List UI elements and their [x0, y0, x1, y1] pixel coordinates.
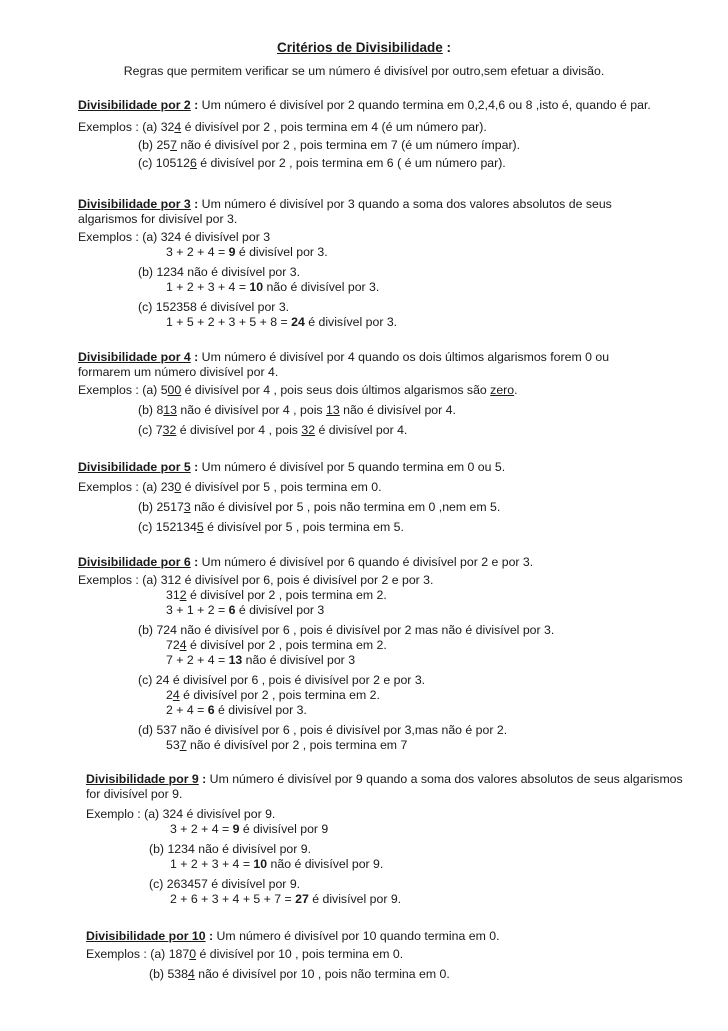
underlined-word: zero: [490, 383, 515, 397]
example-tag: (c): [138, 156, 153, 170]
heading-colon: :: [190, 98, 199, 112]
examples-label: Exemplos :: [78, 480, 139, 494]
digit-sum: 3 + 1 + 2 =: [166, 603, 229, 617]
section-heading: Divisibilidade por 10: [86, 929, 206, 943]
digit-sum: 3 + 2 + 4 =: [170, 822, 233, 836]
example-c: [78, 520, 718, 535]
examples-label: Exemplos :: [78, 383, 139, 397]
example-b: [78, 500, 718, 515]
example-text: não é divisível por 2 , pois termina em 7 (é um número ímpar).: [176, 138, 521, 152]
section-div-4: [78, 350, 718, 438]
example-b-parity: [78, 638, 718, 653]
section-heading: Divisibilidade por 4: [78, 350, 191, 364]
example-tag: (c): [138, 423, 153, 437]
example-tag: (b): [138, 138, 154, 152]
digit-sum: 1 + 5 + 2 + 3 + 5 + 8 =: [166, 315, 292, 329]
example-a: [86, 807, 726, 822]
example-tag: (b): [138, 265, 154, 279]
sum-result: 24: [291, 315, 305, 329]
digit-sum: 2 + 6 + 3 + 4 + 5 + 7 =: [170, 892, 296, 906]
example-tag: (b): [138, 403, 154, 417]
underlined-digits: 13: [163, 403, 177, 417]
digit-sum: 1 + 2 + 3 + 4 =: [170, 857, 254, 871]
number-part: 25: [156, 138, 171, 152]
number-part: 32: [160, 120, 175, 134]
example-text: não é divisível por 5 , pois não termina em 0 ,nem em 5.: [190, 500, 501, 514]
example-b: [86, 967, 726, 982]
number-part: 2: [166, 688, 173, 702]
underlined-digits: 32: [162, 423, 177, 437]
heading-colon: :: [198, 772, 207, 786]
example-end: é divisível por 4.: [315, 423, 408, 437]
example-text: não é divisível por 2 , pois termina em 7: [186, 738, 408, 752]
example-text: é divisível por 3.: [304, 315, 398, 329]
example-tag: (a): [144, 807, 160, 821]
examples-label: Exemplos :: [86, 947, 147, 961]
heading-colon: :: [190, 350, 199, 364]
example-c: [86, 877, 726, 892]
rule-line: [78, 197, 638, 227]
example-text: não é divisível por 9.: [267, 857, 384, 871]
example-tag: (a): [142, 383, 158, 397]
example-tag: (c): [138, 300, 153, 314]
sum-result: 10: [253, 857, 268, 871]
rule-text: Um número é divisível por 2 quando termina em 0,2,4,6 ou 8 ,isto é, quando é par.: [198, 98, 651, 112]
example-text: 24 é divisível por 6 , pois é divisível por 2 e por 3.: [155, 673, 426, 687]
example-a-sum: [78, 245, 718, 260]
heading-colon: :: [190, 197, 199, 211]
example-a: [78, 573, 718, 588]
example-text: 324 é divisível por 9.: [162, 807, 276, 821]
example-c: [78, 300, 718, 315]
example-c-sum: [86, 892, 726, 907]
rule-text: Um número é divisível por 6 quando é divisível por 2 e por 3.: [198, 555, 534, 569]
sum-result: 9: [228, 245, 236, 259]
example-a: [78, 230, 718, 245]
example-tag: (b): [138, 623, 154, 637]
example-tag: (a): [142, 480, 158, 494]
underlined-digit: 2: [179, 588, 187, 602]
section-div-6: [78, 555, 718, 753]
example-text: 263457 é divisível por 9.: [166, 877, 301, 891]
number-part: 10512: [155, 156, 190, 170]
example-b: [78, 403, 718, 418]
examples-label: Exemplos :: [78, 120, 139, 134]
example-tag: (c): [149, 877, 164, 891]
page-subtitle: Regras que permitem verificar se um número é divisível por outro,sem efetuar a divisão.: [123, 64, 605, 78]
example-tag: (a): [142, 573, 158, 587]
underlined-digit: 5: [196, 520, 204, 534]
number-part: 187: [168, 947, 190, 961]
number-part: 2517: [156, 500, 184, 514]
sum-result: 27: [295, 892, 309, 906]
example-tag: (b): [138, 500, 154, 514]
example-b-sum: [78, 280, 718, 295]
underlined-digit: 0: [174, 480, 182, 494]
example-text: 324 é divisível por 3: [160, 230, 271, 244]
section-div-5: [78, 460, 718, 535]
section-div-9: [86, 772, 726, 907]
example-text: é divisível por 9: [239, 822, 329, 836]
example-a: [78, 480, 718, 495]
rule-line: [78, 98, 718, 113]
example-text: é divisível por 4 , pois: [176, 423, 302, 437]
underlined-digit: 0: [189, 947, 197, 961]
section-heading: Divisibilidade por 3: [78, 197, 191, 211]
underlined-digit: 3: [183, 500, 191, 514]
digit-sum: 1 + 2 + 3 + 4 =: [166, 280, 250, 294]
underlined-digit: 4: [179, 638, 187, 652]
example-text: é divisível por 2 , pois termina em 6 ( é um número par).: [196, 156, 506, 170]
example-text: é divisível por 2 , pois termina em 4 (é um número par).: [181, 120, 487, 134]
example-b: [78, 265, 718, 280]
underlined-digit: 6: [189, 156, 197, 170]
section-heading: Divisibilidade por 9: [86, 772, 199, 786]
example-tag: (b): [149, 842, 165, 856]
underlined-digits: 00: [167, 383, 182, 397]
example-b: [78, 138, 718, 153]
example-b-sum: [78, 653, 718, 668]
section-heading: Divisibilidade por 5: [78, 460, 191, 474]
example-text: 1234 não é divisível por 3.: [156, 265, 301, 279]
rule-text: Um número é divisível por 9 quando a soma dos valores absolutos de seus algarismos for divisível por 9.: [86, 772, 683, 801]
heading-colon: :: [205, 929, 214, 943]
example-text: é divisível por 5 , pois termina em 5.: [203, 520, 404, 534]
digit-sum: 7 + 2 + 4 =: [166, 653, 229, 667]
examples-label: Exemplo :: [86, 807, 141, 821]
example-c: [78, 423, 718, 438]
title-text: Critérios de Divisibilidade: [276, 40, 443, 55]
example-text: é divisível por 2 , pois termina em 2.: [186, 588, 387, 602]
example-tag: (a): [142, 230, 158, 244]
heading-colon: :: [190, 460, 199, 474]
number-part: 72: [166, 638, 180, 652]
example-a-sum: [86, 822, 726, 837]
example-d-parity: [78, 738, 718, 753]
underlined-digit: 7: [179, 738, 187, 752]
example-tag: (a): [150, 947, 166, 961]
sum-result: 9: [232, 822, 240, 836]
example-text: não é divisível por 3.: [263, 280, 380, 294]
section-div-2: [78, 98, 718, 171]
rule-line: [78, 350, 658, 380]
rule-line: [78, 460, 718, 475]
page-title: [0, 40, 728, 55]
example-text: 312 é divisível por 6, pois é divisível por 2 e por 3.: [160, 573, 434, 587]
rule-text: Um número é divisível por 4 quando os dois últimos algarismos forem 0 ou formarem um número divisível por 4.: [78, 350, 610, 379]
example-text: não é divisível por 4 , pois: [176, 403, 326, 417]
example-a-sum: [78, 603, 718, 618]
example-tag: (a): [142, 120, 158, 134]
number-part: 5: [160, 383, 168, 397]
heading-colon: :: [190, 555, 199, 569]
example-text: é divisível por 3.: [214, 703, 307, 717]
number-part: 538: [167, 967, 188, 981]
example-c-sum: [78, 703, 718, 718]
example-c: [78, 156, 718, 171]
example-text: 152358 é divisível por 3.: [155, 300, 290, 314]
example-c-sum: [78, 315, 718, 330]
section-heading: Divisibilidade por 6: [78, 555, 191, 569]
underlined-digit: 4: [172, 688, 180, 702]
example-text: não é divisível por 10 , pois não termina em 0.: [194, 967, 450, 981]
number-part: 7: [155, 423, 163, 437]
example-tag: (d): [138, 723, 154, 737]
example-text: é divisível por 5 , pois termina em 0.: [181, 480, 382, 494]
example-b: [78, 623, 718, 638]
example-a: [86, 947, 726, 962]
example-a: [78, 383, 718, 398]
example-text: 1234 não é divisível por 9.: [167, 842, 312, 856]
underlined-digit: 4: [174, 120, 182, 134]
section-div-10: [86, 929, 726, 982]
underlined-digit: 4: [187, 967, 195, 981]
rule-line: [86, 929, 726, 944]
example-text: é divisível por 3: [235, 603, 325, 617]
example-d: [78, 723, 718, 738]
example-text: 724 não é divisível por 6 , pois é divisível por 2 mas não é divisível por 3.: [156, 623, 555, 637]
sum-result: 10: [249, 280, 264, 294]
sum-result: 6: [228, 603, 236, 617]
example-end: .: [514, 383, 518, 397]
underlined-number: 13: [326, 403, 340, 417]
underlined-digit: 7: [170, 138, 177, 152]
example-a: [78, 120, 718, 135]
examples-label: Exemplos :: [78, 230, 139, 244]
title-colon: :: [446, 40, 452, 55]
digit-sum: 2 + 4 =: [166, 703, 208, 717]
example-text: 537 não é divisível por 6 , pois é divisível por 3,mas não é por 2.: [156, 723, 508, 737]
example-c: [78, 673, 718, 688]
example-tag: (b): [149, 967, 165, 981]
sum-result: 6: [207, 703, 215, 717]
underlined-number: 32: [301, 423, 316, 437]
example-a-parity: [78, 588, 718, 603]
examples-label: Exemplos :: [78, 573, 139, 587]
example-b: [86, 842, 726, 857]
number-part: 8: [156, 403, 164, 417]
section-div-3: [78, 197, 718, 330]
rule-text: Um número é divisível por 3 quando a soma dos valores absolutos de seus algarismos for divisível por 3.: [78, 197, 612, 226]
rule-line: [86, 772, 686, 802]
example-text: é divisível por 4 , pois seus dois últimos algarismos são: [181, 383, 491, 397]
example-text: não é divisível por 3: [242, 653, 356, 667]
section-heading: Divisibilidade por 2: [78, 98, 191, 112]
number-part: 31: [166, 588, 180, 602]
number-part: 53: [166, 738, 180, 752]
rule-text: Um número é divisível por 5 quando termina em 0 ou 5.: [198, 460, 506, 474]
rule-text: Um número é divisível por 10 quando termina em 0.: [213, 929, 500, 943]
number-part: 152134: [155, 520, 197, 534]
example-text: é divisível por 9.: [308, 892, 402, 906]
sum-result: 13: [228, 653, 243, 667]
example-text: é divisível por 10 , pois termina em 0.: [196, 947, 404, 961]
example-text: é divisível por 2 , pois termina em 2.: [186, 638, 387, 652]
rule-line: [78, 555, 718, 570]
digit-sum: 3 + 2 + 4 =: [166, 245, 229, 259]
example-b-sum: [86, 857, 726, 872]
example-text: é divisível por 3.: [235, 245, 328, 259]
example-c-parity: [78, 688, 718, 703]
number-part: 23: [160, 480, 175, 494]
example-tag: (c): [138, 520, 153, 534]
example-text: é divisível por 2 , pois termina em 2.: [179, 688, 380, 702]
example-end: não é divisível por 4.: [339, 403, 456, 417]
example-tag: (c): [138, 673, 153, 687]
